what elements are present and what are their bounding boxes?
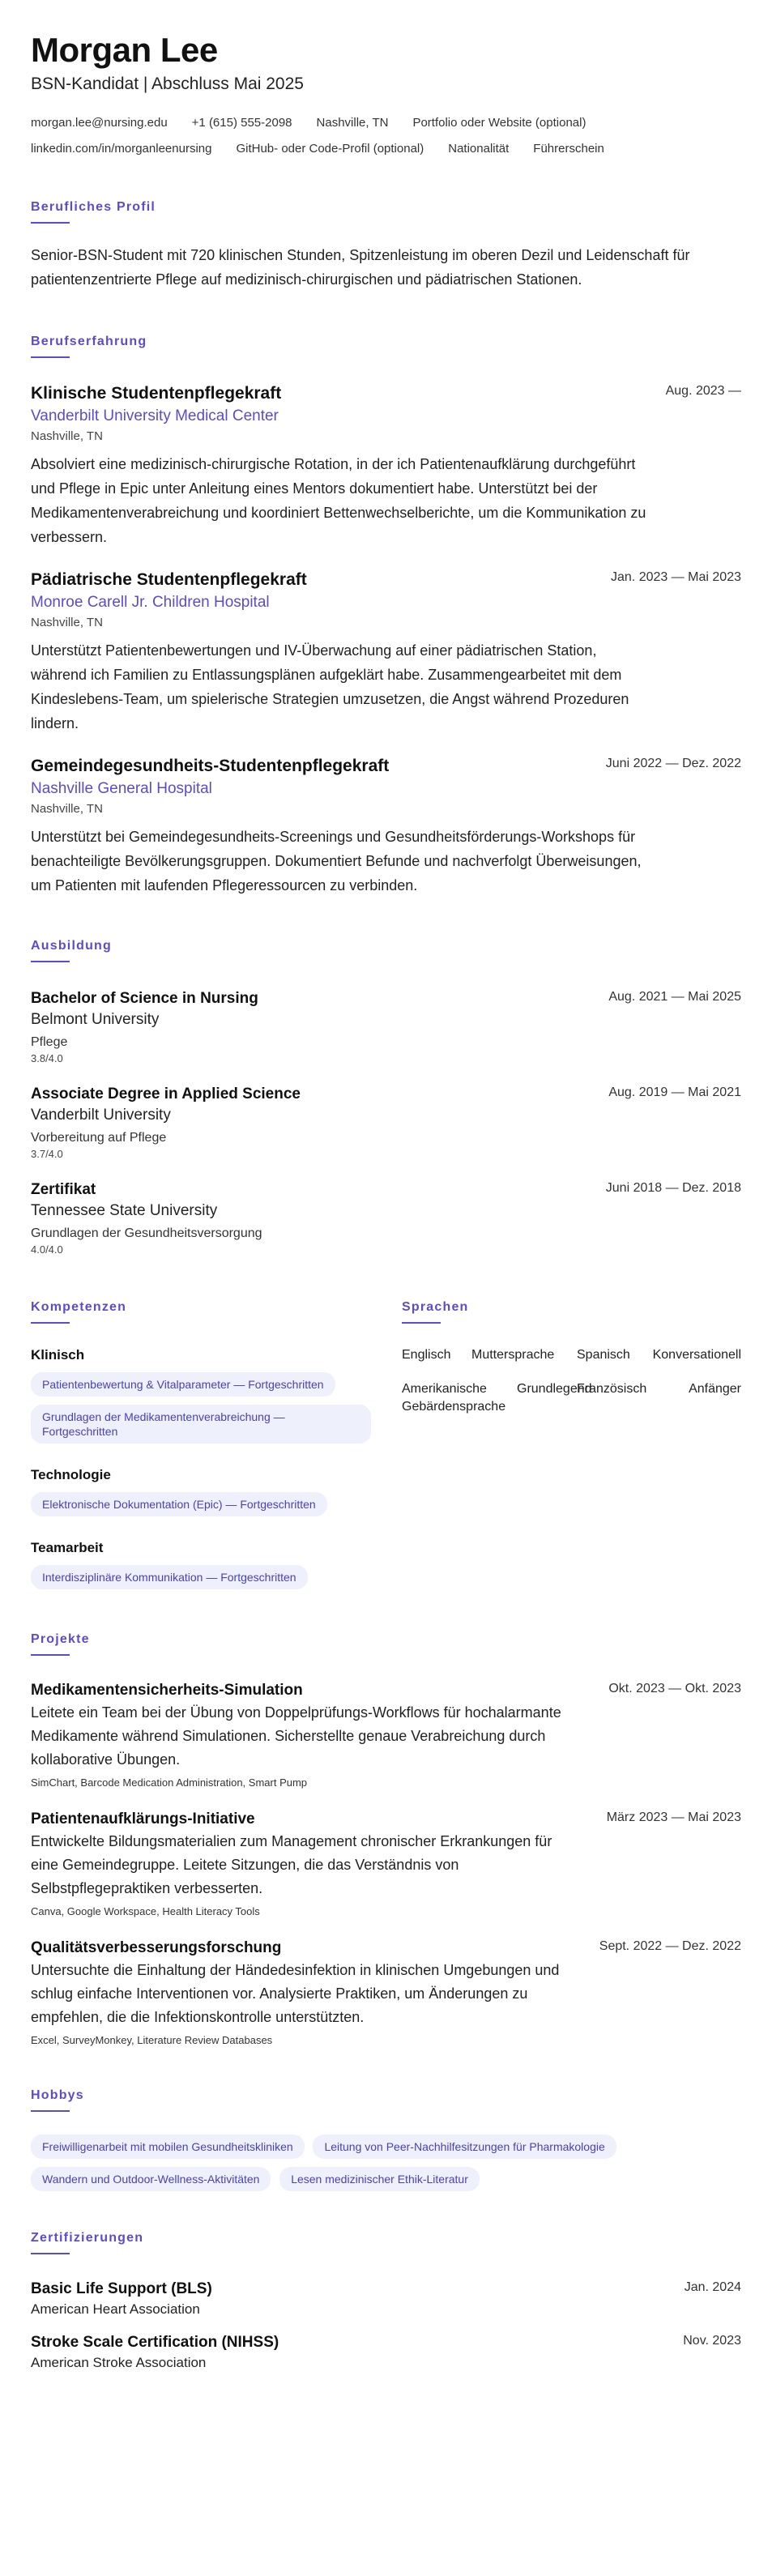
languages-section <box>402 1299 741 1589</box>
experience-title: Pädiatrische Studentenpflegekraft <box>31 570 307 589</box>
project-description: Leitete ein Team bei der Übung von Doppelprüfungs-Workflows für hochalarmante Medikamente während Simulationen. Sicherstellte genaue Verabreichung durch kollaborative Übungen. <box>31 1704 561 1768</box>
education-school: Belmont University <box>31 1011 160 1028</box>
skill-group <box>31 1346 402 1444</box>
certification-date: Nov. 2023 <box>683 2334 741 2348</box>
education-date: Aug. 2021 — Mai 2025 <box>608 990 741 1004</box>
section-title-hobbies: Hobbys <box>31 2088 84 2102</box>
project-description: Entwickelte Bildungsmaterialien zum Management chronischer Erkrankungen für eine Gemeindegruppe. Leitete Sitzungen, die das Verständnis von Selbstpflegepraktiken verbesserten. <box>31 1833 552 1896</box>
education-date: Aug. 2019 — Mai 2021 <box>608 1085 741 1099</box>
hobbies-section <box>31 2088 741 2191</box>
skill-group-title: Teamarbeit <box>31 1540 104 1555</box>
language-name: Spanisch <box>577 1348 630 1362</box>
experience-date: Juni 2022 — Dez. 2022 <box>605 757 741 770</box>
skill-pill: Grundlagen der Medikamentenverabreichung — Fortgeschritten <box>31 1405 371 1444</box>
project-date: Sept. 2022 — Dez. 2022 <box>599 1939 741 1953</box>
section-divider <box>31 961 70 962</box>
contact-list <box>31 115 741 157</box>
language-level: Grundlegend <box>517 1382 592 1396</box>
contact-location: Nashville, TN <box>316 116 389 130</box>
project-entry <box>31 1809 741 1920</box>
section-divider <box>31 2253 70 2254</box>
education-degree: Zertifikat <box>31 1181 96 1198</box>
project-title: Qualitätsverbesserungsforschung <box>31 1939 282 1956</box>
education-school: Tennessee State University <box>31 1202 218 1219</box>
education-entry <box>31 988 741 1066</box>
experience-title: Klinische Studentenpflegekraft <box>31 384 282 403</box>
education-section <box>31 938 741 1257</box>
language-name: Französisch <box>577 1382 647 1396</box>
projects-section <box>31 1631 741 2049</box>
section-title-skills: Kompetenzen <box>31 1300 127 1314</box>
section-divider <box>31 1654 70 1656</box>
hobby-pill: Lesen medizinischer Ethik-Literatur <box>279 2167 480 2191</box>
resume-header <box>31 29 741 157</box>
contact-linkedin[interactable]: linkedin.com/in/morganleenursing <box>31 142 212 156</box>
section-title-projects: Projekte <box>31 1632 90 1646</box>
project-description: Untersuchte die Einhaltung der Händedesinfektion in klinischen Umgebungen und schlug einfache Interventionen vor. Analysierte Praktiken, um Änderungen zu empfehlen, die die Infektionskontrolle unterstützten. <box>31 1962 560 2025</box>
experience-entry <box>31 382 741 549</box>
education-school: Vanderbilt University <box>31 1107 171 1124</box>
language-level: Anfänger <box>689 1382 741 1396</box>
contact-license: Führerschein <box>533 142 604 156</box>
experience-location: Nashville, TN <box>31 802 103 816</box>
section-title-education: Ausbildung <box>31 939 112 953</box>
education-gpa: 3.7/4.0 <box>31 1148 63 1160</box>
experience-org: Vanderbilt University Medical Center <box>31 407 279 424</box>
experience-location: Nashville, TN <box>31 429 103 443</box>
hobby-pill: Freiwilligenarbeit mit mobilen Gesundheitskliniken <box>31 2135 305 2159</box>
section-title-certifications: Zertifizierungen <box>31 2231 144 2245</box>
contact-github[interactable]: GitHub- oder Code-Profil (optional) <box>236 142 424 156</box>
contact-phone[interactable]: +1 (615) 555-2098 <box>191 116 292 130</box>
project-entry <box>31 1938 741 2049</box>
section-divider <box>31 1322 70 1324</box>
section-divider <box>31 222 70 224</box>
skill-pill: Patientenbewertung & Vitalparameter — Fortgeschritten <box>31 1372 335 1397</box>
education-date: Juni 2018 — Dez. 2018 <box>605 1181 741 1195</box>
education-field: Grundlagen der Gesundheitsversorgung <box>31 1226 262 1240</box>
experience-org: Monroe Carell Jr. Children Hospital <box>31 594 270 611</box>
certifications-section <box>31 2230 741 2373</box>
skills-languages-row <box>31 1299 741 1589</box>
skill-group-title: Technologie <box>31 1467 111 1482</box>
section-title-languages: Sprachen <box>402 1300 469 1314</box>
profile-summary: Senior-BSN-Student mit 720 klinischen Stunden, Spitzenleistung im oberen Dezil und Leidenschaft für patientenzentrierte Pflege auf medizinisch-chirurgischen und pädiatrischen Stationen. <box>31 247 690 288</box>
certification-date: Jan. 2024 <box>684 2280 741 2294</box>
education-gpa: 4.0/4.0 <box>31 1243 63 1256</box>
education-entry <box>31 1179 741 1257</box>
hobby-pill: Leitung von Peer-Nachhilfesitzungen für Pharmakologie <box>313 2135 616 2159</box>
section-divider <box>31 356 70 358</box>
profile-section <box>31 199 741 292</box>
education-field: Pflege <box>31 1035 68 1049</box>
project-date: Okt. 2023 — Okt. 2023 <box>608 1682 741 1695</box>
certification-issuer: American Stroke Association <box>31 2355 207 2370</box>
section-title-profile: Berufliches Profil <box>31 200 156 214</box>
certification-entry <box>31 2332 741 2373</box>
skill-group <box>31 1466 402 1516</box>
education-degree: Bachelor of Science in Nursing <box>31 990 258 1007</box>
experience-description: Absolviert eine medizinisch-chirurgische Rotation, in der ich Patientenaufklärung durchgeführt und Pflege in Epic unter Anleitung eines Mentors dokumentiert habe. Unterstützt bei der Medikamentenverabreichung und koordiniert Bettenwechselberichte, um die Kommunikation zu verbessern. <box>31 456 646 545</box>
skills-section <box>31 1299 402 1589</box>
education-field: Vorbereitung auf Pflege <box>31 1131 167 1145</box>
project-tech: SimChart, Barcode Medication Administration, Smart Pump <box>31 1776 308 1789</box>
experience-section <box>31 334 741 898</box>
certification-name: Stroke Scale Certification (NIHSS) <box>31 2334 279 2351</box>
language-level: Muttersprache <box>471 1348 555 1362</box>
language-row <box>402 1346 741 1364</box>
project-title: Medikamentensicherheits-Simulation <box>31 1682 303 1699</box>
hobby-list <box>31 2126 744 2191</box>
contact-portfolio[interactable]: Portfolio oder Website (optional) <box>412 116 586 130</box>
education-degree: Associate Degree in Applied Science <box>31 1085 301 1102</box>
section-divider <box>402 1322 441 1324</box>
experience-date: Jan. 2023 — Mai 2023 <box>611 570 741 584</box>
experience-entry <box>31 755 741 898</box>
section-divider <box>31 2110 70 2112</box>
contact-email[interactable]: morgan.lee@nursing.edu <box>31 116 168 130</box>
language-name: Englisch <box>402 1348 451 1362</box>
education-gpa: 3.8/4.0 <box>31 1052 63 1064</box>
skill-pill: Elektronische Dokumentation (Epic) — Fortgeschritten <box>31 1492 327 1516</box>
experience-date: Aug. 2023 — <box>665 384 741 398</box>
skill-group-title: Klinisch <box>31 1347 85 1363</box>
experience-location: Nashville, TN <box>31 616 103 629</box>
candidate-tagline: BSN-Kandidat | Abschluss Mai 2025 <box>31 75 304 93</box>
project-entry <box>31 1680 741 1791</box>
section-title-experience: Berufserfahrung <box>31 335 147 348</box>
project-title: Patientenaufklärungs-Initiative <box>31 1810 255 1828</box>
language-name: Amerikanische Gebärdensprache <box>402 1382 506 1414</box>
experience-org: Nashville General Hospital <box>31 780 212 797</box>
experience-description: Unterstützt bei Gemeindegesundheits-Screenings und Gesundheitsförderungs-Workshops für benachteiligte Bevölkerungsgruppen. Dokumentiert Befunde und nachverfolgt Überweisungen, um Patienten mit laufenden Pflegeressourcen zu verbinden. <box>31 829 642 893</box>
experience-entry <box>31 569 741 736</box>
candidate-name: Morgan Lee <box>31 31 218 69</box>
project-tech: Canva, Google Workspace, Health Literacy Tools <box>31 1905 260 1917</box>
language-level: Konversationell <box>652 1348 741 1362</box>
certification-issuer: American Heart Association <box>31 2301 200 2317</box>
skill-group <box>31 1539 402 1589</box>
certification-name: Basic Life Support (BLS) <box>31 2280 212 2297</box>
project-tech: Excel, SurveyMonkey, Literature Review Databases <box>31 2034 273 2046</box>
language-row <box>402 1380 741 1416</box>
project-date: März 2023 — Mai 2023 <box>606 1810 741 1824</box>
experience-description: Unterstützt Patientenbewertungen und IV-Überwachung auf einer pädiatrischen Station, während ich Familien zu Entlassungsplänen aufgeklärt habe. Zusammengearbeitet mit dem Kindeslebens-Team, um spielerische Strategien umzusetzen, die Angst während Prozeduren lindern. <box>31 642 629 731</box>
hobby-pill: Wandern und Outdoor-Wellness-Aktivitäten <box>31 2167 271 2191</box>
skill-pill: Interdisziplinäre Kommunikation — Fortgeschritten <box>31 1565 308 1589</box>
certification-entry <box>31 2279 741 2319</box>
contact-nationality: Nationalität <box>448 142 510 156</box>
education-entry <box>31 1084 741 1162</box>
experience-title: Gemeindegesundheits-Studentenpflegekraft <box>31 757 390 775</box>
